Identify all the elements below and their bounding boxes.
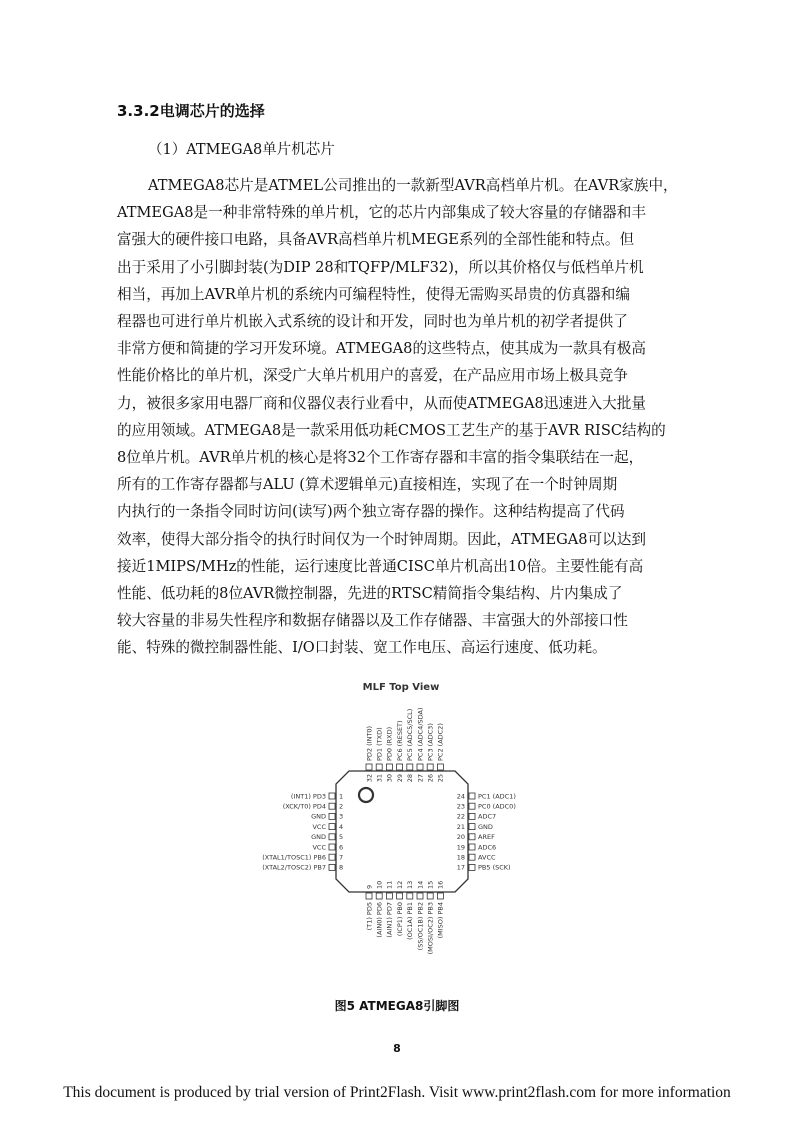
pin-label: (XTAL2/TOSC2) PB7 [262, 863, 326, 872]
pin-number: 22 [456, 812, 465, 821]
pin-number: 26 [426, 774, 435, 783]
trial-footer: This document is produced by trial version of Print2Flash. Visit www.print2flash.com for more information [63, 1084, 731, 1101]
pin-pad [427, 893, 433, 899]
pin-number: 23 [456, 802, 465, 811]
pin-pad [397, 893, 403, 899]
pin-pad [407, 893, 413, 899]
pin-label: PC0 (ADC0) [478, 802, 516, 811]
pin-pad [469, 834, 475, 840]
pin-number: 24 [456, 792, 465, 801]
paragraph-line: 性能价格比的单片机，深受广大单片机用户的喜爱，在产品应用市场上极具竞争 [117, 367, 628, 385]
pin-pad [469, 813, 475, 819]
pin-number: 15 [426, 880, 435, 889]
pin-label: (INT1) PD3 [290, 792, 326, 801]
pin-label: GND [311, 833, 326, 842]
paragraph-line: 富强大的硬件接口电路，具备AVR高档单片机MEGE系列的全部性能和特点。但 [117, 231, 635, 249]
pin-number: 3 [339, 812, 344, 821]
pin-number: 1 [339, 792, 344, 801]
figure-caption: 图5 ATMEGA8引脚图 [334, 999, 460, 1013]
body-paragraph [117, 172, 677, 662]
pin-number: 16 [436, 880, 445, 889]
pinout-figure [236, 676, 566, 981]
pin-number: 17 [456, 863, 465, 872]
pin-pad [469, 854, 475, 860]
pin-pad [329, 834, 335, 840]
pin-label: PD1 (TXD) [375, 727, 384, 761]
pin-number: 11 [385, 880, 394, 889]
paragraph-line: 8位单片机。AVR单片机的核心是将32个工作寄存器和丰富的指令集联结在一起， [117, 449, 644, 467]
figure-title: MLF Top View [362, 682, 440, 693]
pin-number: 9 [365, 884, 374, 889]
pin-number: 18 [456, 853, 465, 862]
pin-pad [469, 844, 475, 850]
pin-number: 20 [456, 833, 465, 842]
pin-pad [469, 803, 475, 809]
pin-pad [329, 844, 335, 850]
pin-label: PC2 (ADC2) [436, 723, 445, 761]
pin-pad [386, 764, 392, 770]
pin-pad [397, 764, 403, 770]
pin-number: 2 [339, 802, 344, 811]
pin-label: VCC [312, 843, 326, 852]
pin-number: 31 [375, 774, 384, 783]
pin-pad [366, 893, 372, 899]
pin-label: (SS/OC1B) PB2 [416, 902, 425, 951]
pin-label: PC3 (ADC3) [426, 723, 435, 761]
paragraph-line: ATMEGA8芯片是ATMEL公司推出的一款新型AVR高档单片机。在AVR家族中， [148, 177, 678, 194]
pin-number: 8 [339, 863, 344, 872]
pin-label: (ICP1) PB0 [395, 902, 404, 937]
pin-label: VCC [312, 822, 326, 831]
paragraph-line: 的应用领域。ATMEGA8是一款采用低功耗CMOS工艺生产的基于AVR RISC结构的 [117, 421, 666, 439]
pin-label: PD2 (INT0) [365, 725, 374, 761]
chip-outline [336, 771, 468, 892]
pin-pad [469, 824, 475, 830]
paragraph-line: 接近1MIPS/MHz的性能，运行速度比普通CISC单片机高出10倍。主要性能有高 [117, 557, 644, 575]
pin-number: 29 [395, 774, 404, 783]
page-number: 8 [393, 1042, 401, 1055]
mlf-pinout-diagram [236, 676, 566, 981]
pin-number: 14 [416, 880, 425, 889]
pin-label: (OC1A) PB1 [406, 902, 415, 940]
paragraph-line: 出于采用了小引脚封装(为DIP 28和TQFP/MLF32)，所以其价格仅与低档单片机 [117, 258, 644, 276]
pin-number: 27 [416, 774, 425, 783]
pin-number: 21 [456, 822, 465, 831]
pin-label: PD0 (RXD) [385, 726, 394, 761]
pin-pad [329, 793, 335, 799]
paragraph-line: ATMEGA8是一种非常特殊的单片机，它的芯片内部集成了较大容量的存储器和丰 [117, 204, 646, 222]
paragraph-line: 性能、低功耗的8位AVR微控制器，先进的RTSC精简指令集结构、片内集成了 [117, 585, 623, 603]
paragraph-line: 所有的工作寄存器都与ALU (算术逻辑单元)直接相连，实现了在一个时钟周期 [117, 476, 618, 494]
pin-pad [437, 764, 443, 770]
pin-label: PC6 (RESET) [395, 720, 404, 761]
pin-number: 4 [339, 822, 344, 831]
pin-pad [417, 893, 423, 899]
paragraph-line: 程器也可进行单片机嵌入式系统的设计和开发，同时也为单片机的初学者提供了 [117, 313, 628, 331]
pin-number: 12 [395, 880, 404, 889]
section-title: 3.3.2电调芯片的选择 [117, 102, 265, 120]
pin-pad [329, 813, 335, 819]
pin-label: (AIN0) PD6 [375, 902, 384, 938]
paragraph-line: 较大容量的非易失性程序和数据存储器以及工作存储器、丰富强大的外部接口性 [117, 612, 628, 630]
pin-pad [386, 893, 392, 899]
pin-pad [469, 793, 475, 799]
pin-number: 19 [456, 843, 465, 852]
pin-pad [329, 824, 335, 830]
pin-label: PC5 (ADC5/SCL) [406, 708, 415, 761]
pin-number: 32 [365, 774, 374, 783]
pin-pad [329, 803, 335, 809]
pin-label: ADC6 [478, 843, 497, 852]
pin-label: GND [311, 812, 326, 821]
pin-pad [376, 764, 382, 770]
pin-pad [417, 764, 423, 770]
paragraph-line: 能、特殊的微控制器性能、I/O口封装、宽工作电压、高运行速度、低功耗。 [117, 639, 607, 657]
pin-label: ADC7 [478, 812, 497, 821]
paragraph-line: 相当，再加上AVR单片机的系统内可编程特性，使得无需购买昂贵的仿真器和编 [117, 285, 630, 303]
paragraph-line: 效率，使得大部分指令的执行时间仅为一个时钟周期。因此，ATMEGA8可以达到 [117, 530, 646, 548]
pin-label: PC1 (ADC1) [478, 792, 516, 801]
pin-pad [366, 764, 372, 770]
pin-label: (XCK/T0) PD4 [282, 802, 326, 811]
subsection-title: （1）ATMEGA8单片机芯片 [148, 142, 335, 158]
pin-pad [427, 764, 433, 770]
pin-label: (XTAL1/TOSC1) PB6 [262, 853, 326, 862]
pin-pad [329, 864, 335, 870]
pin-number: 28 [406, 774, 415, 783]
pin-pad [329, 854, 335, 860]
pin-number: 13 [406, 880, 415, 889]
pin-label: PB5 (SCK) [478, 863, 511, 872]
pin-number: 7 [339, 853, 344, 862]
paragraph-line: 力，被很多家用电器厂商和仪器仪表行业看中，从而使ATMEGA8迅速进入大批量 [117, 394, 646, 412]
paragraph-line: 非常方便和简捷的学习开发环境。ATMEGA8的这些特点，使其成为一款具有极高 [117, 340, 646, 358]
paragraph-line: 内执行的一条指令同时访问(读写)两个独立寄存器的操作。这种结构提高了代码 [117, 503, 625, 521]
pin-number: 5 [339, 833, 344, 842]
pin-label: GND [478, 822, 493, 831]
pin-label: (MOSI/OC2) PB3 [426, 902, 435, 955]
pin-label: AVCC [478, 853, 496, 862]
pin-pad [407, 764, 413, 770]
pin-number: 25 [436, 774, 445, 783]
pin-pad [437, 893, 443, 899]
pin-label: (MISO) PB4 [436, 902, 445, 939]
pin-pad [376, 893, 382, 899]
pin-number: 10 [375, 880, 384, 889]
pin-label: PC4 (ADC4/SDA) [416, 707, 425, 761]
pin-label: (AIN1) PD7 [385, 902, 394, 938]
pin1-marker [359, 788, 373, 802]
pin-label: AREF [478, 833, 495, 842]
pin-pad [469, 864, 475, 870]
pin-number: 6 [339, 843, 344, 852]
pin-label: (T1) PD5 [365, 902, 374, 931]
pin-number: 30 [385, 774, 394, 783]
